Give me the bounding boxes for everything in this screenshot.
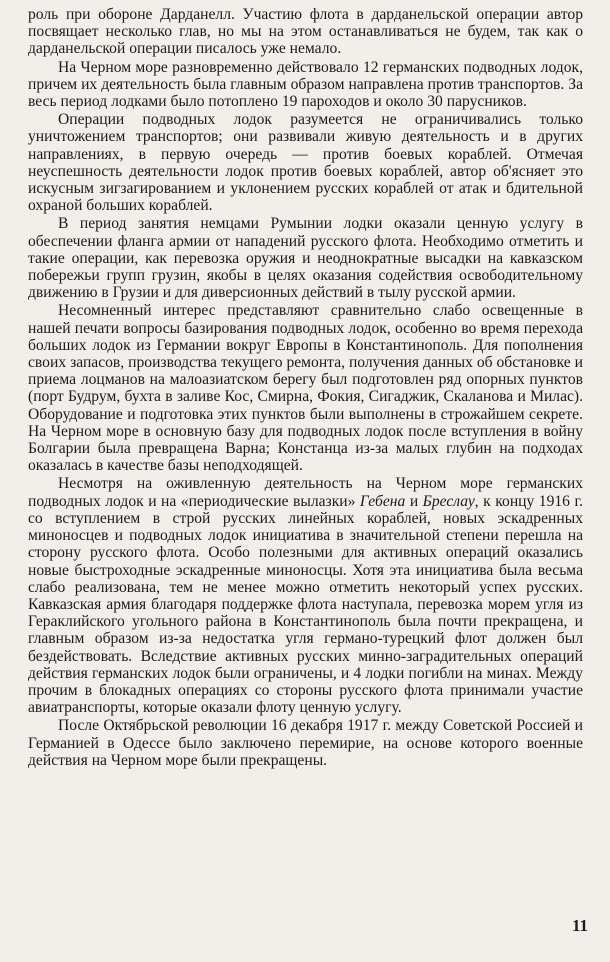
page-number: 11 [571,916,588,935]
document-page [28,6,583,956]
paragraph-submarine-operations: Операции подводных лодок разумеется не ограничивались только уничтожением транспортов; они развивали живую деятельность и в других направлениях, в первую очередь — против боевых кораблей. Отмечая неуспешность деятельности лодок против боевых кораблей, автор об'ясняет это искусным зигзагированием и уклонением русских кораблей от атак и бдительной охраной больших кораблей. [28,111,583,215]
paragraph-russian-initiative [28,475,583,716]
paragraph-romania-occupation: В период занятия немцами Румынии лодки оказали ценную услугу в обеспечении фланга армии от нападений русского флота. Необходимо отметить и такие операции, как перевозка оружия и неоднократные высадки на кавказском побережьи групп грузин, якобы в целях оказания содействия освободительному движению в Грузии и для диверсионных действий в тылу русской армии. [28,215,583,302]
paragraph-russian-initiative-text: Несмотря на оживленную деятельность на Черном море германских подводных лодок и на «периодические вылазки» Гебена и Бреслау, к концу 1916 г. со вступлением в строй русских линейных кораблей, новых эскадренных миноносцев и подводных лодок инициатива в значительной степени перешла на сторону русского флота. Особо полезными для активных операций оказались новые быстроходные эскадренные миноносцы. Хотя эта инициатива была весьма слабо реализована, тем не менее можно отметить некоторый успех русских. Кавказская армия благодаря поддержке флота наступала, перевозка морем угля из Гераклийского угольного района в Константинополь была почти прекращена, и главным образом из-за недостатка угля германо-турецкий флот должен был бездействовать. Вследствие активных русских минно-заградительных операций действия германских лодок были ограничены, и 4 лодки погибли на минах. Между прочим в блокадных операциях со стороны русского флота принимали участие авиатранспорты, которые оказали флоту ценную услугу. [28,475,583,717]
paragraph-submarine-basing: Несомненный интерес представляют сравнительно слабо освещенные в нашей печати вопросы базирования подводных лодок, особенно во время перехода больших лодок из Германии вокруг Европы в Константинополь. Для пополнения своих запасов, производства текущего ремонта, получения данных об обстановке и приема лоцманов на малоазиатском берегу был подготовлен ряд опорных пунктов (порт Будрум, бухта в заливе Кос, Смирна, Фокия, Сигаджик, Скаланова и Милас). Оборудование и подготовка этих пунктов были выполнены в строжайшем секрете. На Черном море в основную базу для подводных лодок после вступления в войну Болгарии была превращена Варна; Констанца из-за малых глубин на подходах оказалась в качестве базы неподходящей. [28,302,583,475]
ship-name: Бреслау [422,492,475,510]
ship-name: Гебена [359,492,406,510]
paragraph-armistice: После Октябрьской революции 16 декабря 1917 г. между Советской Россией и Германией в Одессе было заключено перемирие, на основе которого военные действия на Черном море были прекращены. [28,717,583,769]
paragraph-dardanelles: роль при обороне Дарданелл. Участию флота в дарданельской операции автор посвящает несколько глав, но мы на этом останавливаться не будем, так как о дарданельской операции писалось уже немало. [28,6,583,58]
paragraph-submarines-black-sea: На Черном море разновременно действовало 12 германских подводных лодок, причем их деятельность была главным образом направлена против транспортов. За весь период лодками было потоплено 19 пароходов и около 30 парусников. [28,58,583,111]
